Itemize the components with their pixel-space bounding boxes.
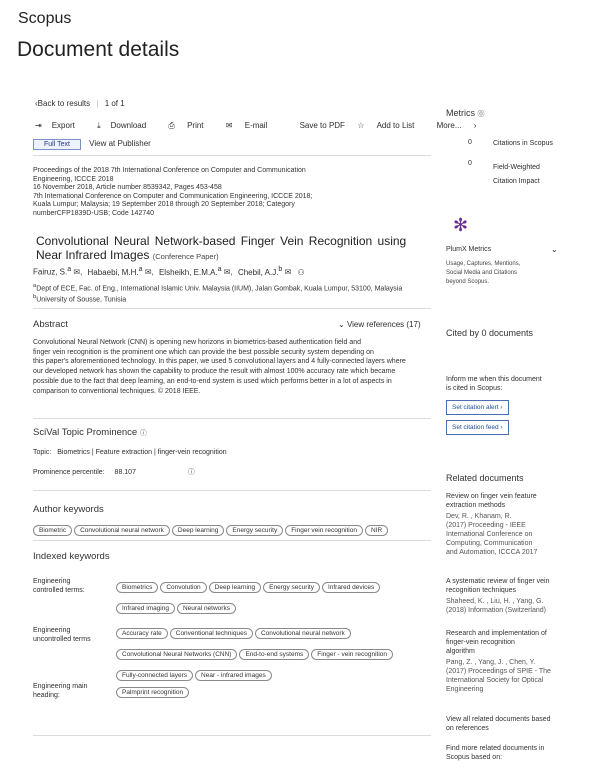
scival-heading-text: SciVal Topic Prominence	[33, 427, 138, 438]
keyword-chip: Palmprint recognition	[116, 687, 189, 698]
keyword-chip: Deep learning	[209, 582, 261, 593]
metrics-heading-text: Metrics	[446, 108, 475, 118]
citation-feed-text: Set citation feed	[452, 424, 499, 431]
person-icon[interactable]: ⚇	[297, 267, 305, 277]
divider	[33, 540, 431, 541]
keyword-chip: Biometrics	[116, 582, 158, 593]
abstract-line: comparison to conventional techniques. © 2018 IEEE.	[33, 387, 201, 395]
divider	[33, 490, 431, 491]
page-title: Document details	[17, 38, 180, 61]
full-text-button[interactable]: Full Text	[33, 139, 81, 150]
fwci-value: 0	[468, 160, 472, 167]
star-icon: ☆	[357, 121, 365, 130]
chevron-left-icon: ‹	[35, 99, 38, 108]
keyword-chip: End-to-end systems	[239, 649, 309, 660]
related-meta-line: Shaheed, K. , Liu, H. , Yang, G.	[446, 598, 544, 605]
percentile-label: Prominence percentile:	[33, 469, 105, 476]
fwci-label-line: Field-Weighted	[493, 164, 540, 171]
email-label: E-mail	[244, 121, 268, 130]
download-label: Download	[110, 121, 147, 130]
abstract-line: Convolutional Neural Network (CNN) is opening new horizons in biometrics-based authentication field and	[33, 339, 362, 346]
keyword-chip: Biometric	[33, 525, 72, 536]
fwci-label-line: Citation Impact	[493, 178, 540, 185]
view-references-link[interactable]	[338, 320, 421, 329]
fwci-label	[493, 161, 540, 189]
index-group-label	[33, 577, 85, 595]
author-link[interactable]: Chebil, A.J.	[237, 267, 279, 277]
author-affil-mark: a	[217, 266, 222, 273]
scival-percentile	[33, 467, 195, 477]
citation-feed-label: Set citation feed ›	[446, 420, 509, 435]
scival-topic	[33, 449, 227, 456]
source-location: Kuala Lumpur; Malaysia; 19 September 2018 through 20 September 2018; Category	[33, 201, 295, 209]
citations-label: Citations in Scopus	[493, 140, 553, 147]
cited-by-inform	[446, 375, 542, 393]
index-group-items	[116, 576, 432, 618]
print-icon: ⎙	[168, 121, 175, 130]
citations-count: 0	[468, 139, 472, 146]
plumx-desc	[446, 260, 520, 287]
download-icon: ⤓	[97, 121, 101, 130]
author-keywords-list	[33, 519, 433, 540]
abstract-text	[33, 338, 431, 396]
email-icon[interactable]: ✉	[73, 267, 81, 277]
email-icon[interactable]: ✉	[284, 267, 292, 277]
pager-text: 1 of 1	[104, 99, 125, 108]
view-publisher-link[interactable]: View at Publisher	[89, 139, 151, 148]
email-icon: ✉	[225, 121, 233, 130]
keyword-chip: Convolutional neural network	[255, 628, 351, 639]
index-group-label-line: uncontrolled terms	[33, 636, 91, 643]
keyword-chip: Convolutional neural network	[74, 525, 170, 536]
related-doc	[446, 629, 596, 694]
article-title-line1: Convolutional Neural Network-based Finger Vein Recognition using	[36, 234, 407, 248]
scopus-logo[interactable]: Scopus	[18, 10, 72, 27]
related-title-line: recognition techniques	[446, 587, 517, 594]
print-label: Print	[187, 121, 204, 130]
keyword-chip: Fully-connected layers	[116, 670, 193, 681]
email-button[interactable]	[226, 121, 278, 130]
citation-alert-text: Set citation alert	[452, 404, 499, 411]
author-list: Fairuz, S.$^a$ ✉, Habaebi, M.H.$^a$ ✉, Elsheikh, E.M.A.$^a$ ✉, Chebil, A.J.$^b$ ✉ ⚇	[33, 266, 305, 277]
keyword-chip: Infrared imaging	[116, 603, 175, 614]
metrics-heading	[446, 108, 485, 119]
article-title-line2-text: Near Infrared Images	[36, 248, 150, 262]
source-link-cont[interactable]: Engineering, ICCCE 2018	[33, 175, 114, 183]
keyword-chip: Convolutional Neural Networks (CNN)	[116, 649, 237, 660]
related-doc-meta	[446, 597, 596, 615]
find-more-line: Find more related documents in	[446, 745, 545, 752]
related-title-line: Research and implementation of	[446, 630, 547, 637]
more-button[interactable]	[437, 121, 487, 130]
abstract-heading: Abstract	[33, 319, 68, 330]
keyword-chip: Convolution	[160, 582, 206, 593]
affil-mark-a: a	[33, 283, 37, 289]
keyword-chip: Finger vein recognition	[285, 525, 363, 536]
view-all-line: View all related documents based	[446, 716, 551, 723]
divider	[33, 418, 431, 419]
back-to-results-link[interactable]: Back to results	[37, 99, 91, 108]
chevron-down-icon: ⌄	[338, 320, 345, 329]
index-group-label-line: Engineering	[33, 627, 71, 634]
keyword-chip: Conventional techniques	[170, 628, 253, 639]
related-doc-title[interactable]	[446, 577, 596, 595]
back-nav	[35, 99, 125, 108]
related-title-line: extraction methods	[446, 502, 506, 509]
related-meta-line: (2017) Proceeding - IEEE	[446, 522, 526, 529]
save-pdf-button[interactable]: Save to PDF	[299, 121, 345, 130]
keyword-chip: Energy security	[263, 582, 320, 593]
source-info	[33, 167, 433, 219]
topic-label: Topic:	[33, 449, 52, 456]
export-label: Export	[51, 121, 75, 130]
related-heading: Related documents	[446, 473, 524, 483]
view-all-line: on references	[446, 725, 489, 732]
related-meta-line: International Conference on	[446, 531, 533, 538]
plumx-link[interactable]: PlumX Metrics	[446, 246, 492, 253]
related-title-line: algorithm	[446, 648, 475, 655]
index-group-label-line: heading:	[33, 692, 60, 699]
source-link[interactable]: Proceedings of the 2018 7th International Conference on Computer and Communication	[33, 167, 306, 174]
divider: |	[96, 99, 99, 108]
cited-by-heading: Cited by 0 documents	[446, 328, 534, 338]
source-conf: 7th International Conference on Computer and Communication Engineering, ICCCE 2018;	[33, 192, 313, 200]
index-group-label	[33, 626, 91, 644]
citation-feed-button[interactable]	[446, 416, 509, 435]
chevron-right-icon: ›	[473, 121, 477, 130]
affil-mark-b: b	[33, 294, 37, 301]
divider	[33, 308, 431, 309]
affiliation-a-text: Dept of ECE, Fac. of Eng., International Islamic Univ. Malaysia (IIUM), Jalan Gombak, Kuala Lumpur, 53100, Malaysia	[36, 285, 403, 293]
access-row	[33, 139, 151, 150]
keyword-chip: Energy security	[226, 525, 283, 536]
keyword-chip: NIR	[365, 525, 388, 536]
author-link[interactable]: Habaebi, M.H.	[87, 267, 139, 277]
index-group-label	[33, 682, 87, 700]
inform-line: Inform me when this document	[446, 376, 542, 383]
view-all-related-link[interactable]	[446, 715, 551, 733]
related-doc-meta	[446, 658, 596, 694]
find-more-text	[446, 744, 544, 762]
plumx-logo-icon: ✻	[453, 215, 469, 235]
export-button[interactable]	[35, 121, 85, 130]
author-keywords-heading: Author keywords	[33, 504, 104, 515]
affiliations	[33, 282, 433, 305]
citation-alert-label: Set citation alert ›	[446, 400, 509, 415]
affiliation-b	[33, 293, 433, 304]
author-link[interactable]: Elsheikh, E.M.A.	[158, 267, 218, 277]
chevron-down-icon[interactable]: ⌄	[551, 245, 558, 254]
find-more-line: Scopus based on:	[446, 754, 503, 761]
keyword-chip: Near - infrared images	[195, 670, 272, 681]
source-date: 16 November 2018, Article number 8539342, Pages 453-458	[33, 184, 222, 192]
inform-line: is cited in Scopus:	[446, 385, 503, 392]
scival-heading	[33, 427, 147, 438]
info-icon[interactable]: ⓘ	[187, 469, 195, 476]
abstract-line: finger vein recognition is the prominent one which can provide the best possible security system depending on	[33, 348, 374, 356]
email-icon[interactable]: ✉	[144, 267, 152, 277]
email-icon[interactable]: ✉	[223, 267, 231, 277]
article-title	[36, 234, 436, 264]
abstract-line: possible due to the fact that deep learning, an end-to-end system is used which performs better in a lot of aspects in	[33, 377, 392, 385]
index-group-label-line: Engineering	[33, 578, 71, 585]
index-group-items	[116, 622, 432, 685]
keyword-chip: Infrared devices	[322, 582, 380, 593]
related-doc	[446, 577, 596, 615]
affiliation-a	[33, 282, 433, 293]
author-affil-mark: a	[138, 266, 143, 273]
article-title-line2	[36, 248, 436, 264]
index-group-items	[116, 681, 432, 702]
related-meta-line: Engineering	[446, 686, 484, 693]
author-affil-mark: a	[67, 266, 72, 273]
related-meta-line: (2018) Information (Switzerland)	[446, 607, 546, 614]
related-title-line: finger-vein recognition	[446, 639, 515, 646]
plumx-desc-line: Usage, Captures, Mentions,	[446, 261, 521, 267]
related-meta-line: International Society for Optical	[446, 677, 544, 684]
help-icon[interactable]: ⓪	[477, 111, 485, 118]
toolbar	[35, 121, 496, 131]
source-code: numberCFP1839D-USB; Code 142740	[33, 209, 155, 217]
download-button[interactable]	[97, 121, 156, 131]
divider	[33, 155, 431, 156]
abstract-line: this paper's aforementioned technology. In this paper, we used 5 convolutional layers and 4 fully-connected layers where	[33, 358, 406, 366]
plumx-desc-line: Social Media and Citations	[446, 270, 518, 276]
plumx-desc-line: beyond Scopus.	[446, 279, 490, 285]
related-doc-title[interactable]	[446, 492, 596, 510]
related-doc-meta	[446, 512, 596, 557]
keyword-chip: Accuracy rate	[116, 628, 168, 639]
affiliation-b-text: University of Sousse, Tunisia	[36, 296, 127, 304]
abstract-line: our developed network has shown the capability to produce the result with almost 100% accuracy rate which became	[33, 368, 396, 376]
info-icon[interactable]: ⓘ	[139, 430, 147, 437]
keyword-chip: Finger - vein recognition	[311, 649, 393, 660]
related-meta-line: and Automation, ICCCA 2017	[446, 549, 538, 556]
divider	[33, 735, 431, 736]
related-meta-line: (2017) Proceedings of SPIE - The	[446, 668, 551, 675]
indexed-keywords-heading: Indexed keywords	[33, 551, 110, 562]
percentile-value: 88.107	[114, 469, 136, 476]
keyword-chip: Neural networks	[177, 603, 236, 614]
topic-link[interactable]: Biometrics | Feature extraction | finger-vein recognition	[57, 449, 227, 456]
author-affil-mark: b	[278, 266, 283, 273]
more-label: More...	[436, 121, 462, 130]
related-meta-line: Pang, Z. , Yang, J. , Chen, Y.	[446, 659, 536, 666]
related-doc	[446, 492, 596, 557]
print-button[interactable]	[168, 121, 213, 131]
related-title-line: A systematic review of finger vein	[446, 578, 550, 585]
keyword-chip: Deep learning	[172, 525, 224, 536]
related-title-line: Review on finger vein feature	[446, 493, 537, 500]
view-references-label: View references (17)	[346, 320, 421, 329]
export-icon: ⇥	[35, 121, 42, 130]
citation-alert-button[interactable]	[446, 396, 509, 415]
add-list-label: Add to List	[376, 121, 415, 130]
add-list-button[interactable]	[357, 121, 424, 130]
doc-type: (Conference Paper)	[152, 252, 219, 261]
index-group-label-line: Engineering main	[33, 683, 88, 690]
related-meta-line: Computing, Communication	[446, 540, 533, 547]
index-group-label-line: controlled terms:	[33, 587, 85, 594]
related-meta-line: Dev, R. , Khanam, R.	[446, 513, 512, 520]
author-link[interactable]: Fairuz, S.	[33, 267, 68, 277]
related-doc-title[interactable]	[446, 629, 596, 656]
